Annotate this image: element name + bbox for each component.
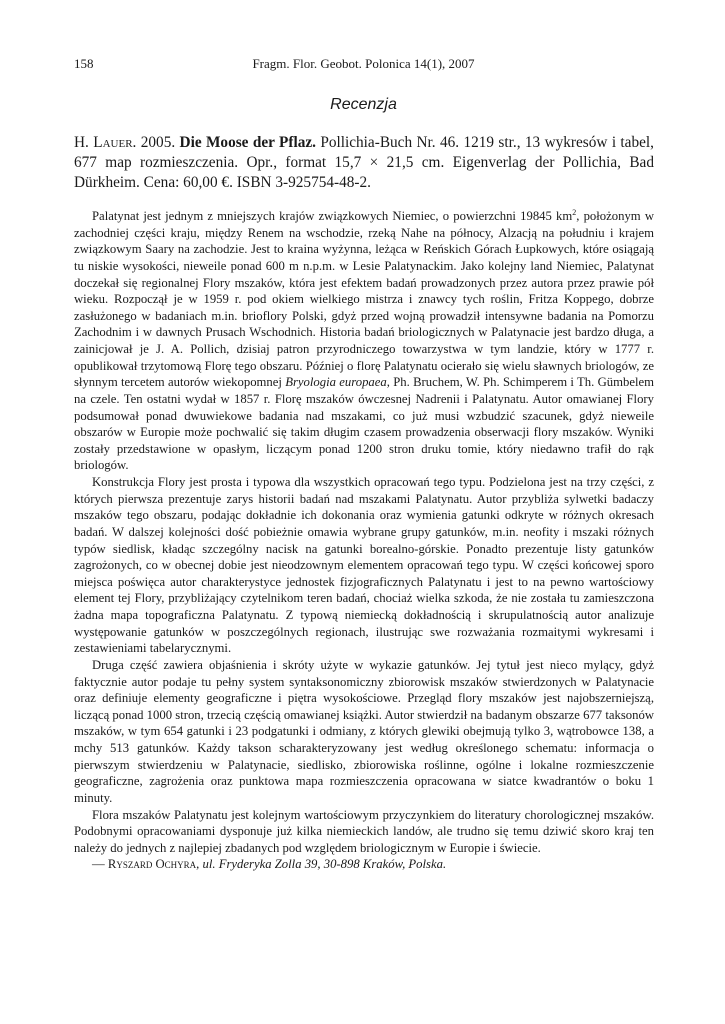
book-citation xyxy=(74,133,654,193)
paragraph-text: , położonym w zachodniej części kraju, między Renem na wschodzie, rzeką Nahe na północy, Alzacją na południu i krajem związkowym Saary na zachodzie. Jest to kraina wyżynna, leżąca w Reńskich Górach Łupkowych, które osiągają tu niskie wysokości, nieweile ponad 600 m n.p.m. w Lesie Palatynackim. Jako kolejny land Niemiec, Palatynat doczekał się regionalnej Flory mszaków, która jest efektem badań prowadzonych przez autora przez prawie pół wieku. Rozpoczął je w 1959 r. pod okiem wielkiego mistrza i znawcy tych roślin, Fritza Koppego, dobrze zasłużonego w badaniach m.in. brioflory Polski, gdyż przed wojną prowadził intensywne badania na Pomorzu Zachodnim i w dawnych Prusach Wschodnich. Historia badań briologicznych w Palatynacie jest bardzo długa, a zainicjował je J. A. Pollich, dzisiaj patron przyrodniczego towarzystwa w tym landzie, który w 1777 r. opublikował trzytomową Florę tego obszaru. Później o florę Palatynatu ocierało się wielu sławnych briologów, ze słynnym tercetem autorów wiekopomnej xyxy=(74,209,654,390)
paragraph: Konstrukcja Flory jest prosta i typowa dla wszystkich opracowań tego typu. Podzielona jest na trzy części, z których pierwsza prezentuje zarys historii badań nad mszakami Palatynatu. Autor przybliża sylwetki badaczy mszaków tego obszaru, podając dokładnie ich dokonania oraz wymienia gatunki odkryte w różnych okresach badań. W dalszej kolejności dość pobieżnie omawia wybrane grupy gatunków, m.in. neofity i mszaki różnych typów siedlisk, kładąc szczególny nacisk na gatunki borealno-górskie. Ponadto prezentuje listy gatunków zagrożonych, co w obecnej dobie jest nieodzownym elementem opracowań tego typu. W części końcowej sporo miejsca poświęca autor charakterystyce jednostek fizjograficznych Palatynatu i jest to na pewno wartościowy element tej Flory, przybliżający czytelnikom teren badań, chociaż wielka szkoda, że nie została tu zamieszczona żadna mapa topograficzna Palatynatu. Z typową niemiecką dokładnością i skrupulatnością autor analizuje występowanie gatunków w poszczególnych regionach, ilustrując swe rozważania rozmaitymi wykresami i zestawieniami tabelarycznymi. xyxy=(74,475,654,656)
paragraph xyxy=(74,208,654,474)
journal-citation: Fragm. Flor. Geobot. Polonica 14(1), 2007 xyxy=(252,56,475,71)
reviewer-name: Ryszard Ochyra xyxy=(107,857,197,872)
review-body xyxy=(74,208,654,873)
author-initial: H. xyxy=(74,134,94,151)
paragraph: Flora mszaków Palatynatu jest kolejnym wartościowym przyczynkiem do literatury chorologicznej mszaków. Podobnymi opracowaniami dysponuje już kilka niemieckich landów, ale trudno się temu dziwić skoro kraj ten należy do jednych z najlepiej zbadanych pod względem briologicznym w Europie i świecie. xyxy=(74,807,654,855)
section-title: Recenzja xyxy=(330,96,397,113)
paragraph-text: , Ph. Bruchem, W. Ph. Schimperem i Th. Gümbelem na czele. Ten ostatni wydał w 1857 r. Florę mszaków ówczesnej Nadrenii i Palatynatu. Autor omawianej Flory podsumował ponad dwuwiekowe badania nad mszakami, co już musi wzbudzić szacunek, gdyż nieweile obszarów w Europie może pochwalić się takim długim czasem prowadzenia obserwacji flory mszaków. Wyniki zostały przedstawione w opasłym, liczącym ponad 1200 stron druku tomie, który niedawno trafił do rąk briologów. xyxy=(74,375,654,473)
signature-dash: — xyxy=(92,857,108,872)
italic-title: Bryologia europaea xyxy=(285,375,387,390)
superscript: 2 xyxy=(572,207,577,217)
running-head xyxy=(74,56,653,74)
book-details: Pollichia-Buch Nr. 46. 1219 str., 13 wykresów i tabel, 677 map rozmieszczenia. Opr., format 15,7 × 21,5 cm. Eigenverlag der Pollichia, Bad Dürkheim. Cena: 60,00 €. ISBN 3-925754-48-2. xyxy=(74,134,654,191)
publication-year: . 2005. xyxy=(132,134,180,151)
paragraph: Druga część zawiera objaśnienia i skróty użyte w wykazie gatunków. Jej tytuł jest nieco mylący, gdyż faktycznie autor podaje tu pełny system syntaksonomiczny zbiorowisk mszaków stwierdzonych w Palatynacie oraz definiuje elementy geograficzne i piętra wysokościowe. Przegląd flory mszaków jest najobszerniejszą, liczącą ponad 1000 stron, trzecią częścią omawianej książki. Autor stwierdził na badanym obszarze 677 taksonów mszaków, w tym 654 gatunki i 23 podgatunki i odmiany, z których glewiki obejmują tylko 3, wątrobowce 138, a mchy 513 gatunków. Każdy takson scharakteryzowany jest według określonego schematu: informacja o pierwszym stwierdzeniu w Palatynacie, siedlisko, zbiorowiska roślinne, ogólne i lokalne rozmieszczenie geograficzne, zagrożenia oraz punktowa mapa rozmieszczenia opracowana w siatce kwadrantów o boku 1 minuty. xyxy=(74,657,654,805)
paragraph-text: Palatynat jest jednym z mniejszych krajów związkowych Niemiec, o powierzchni 19845 km xyxy=(92,209,573,223)
author-signature xyxy=(74,856,654,873)
page-number: 158 xyxy=(74,56,94,71)
author-surname: Lauer xyxy=(93,134,133,151)
reviewer-address: , ul. Fryderyka Zolla 39, 30-898 Kraków, Polska. xyxy=(196,857,447,872)
book-title: Die Moose der Pflaz. xyxy=(179,134,316,151)
